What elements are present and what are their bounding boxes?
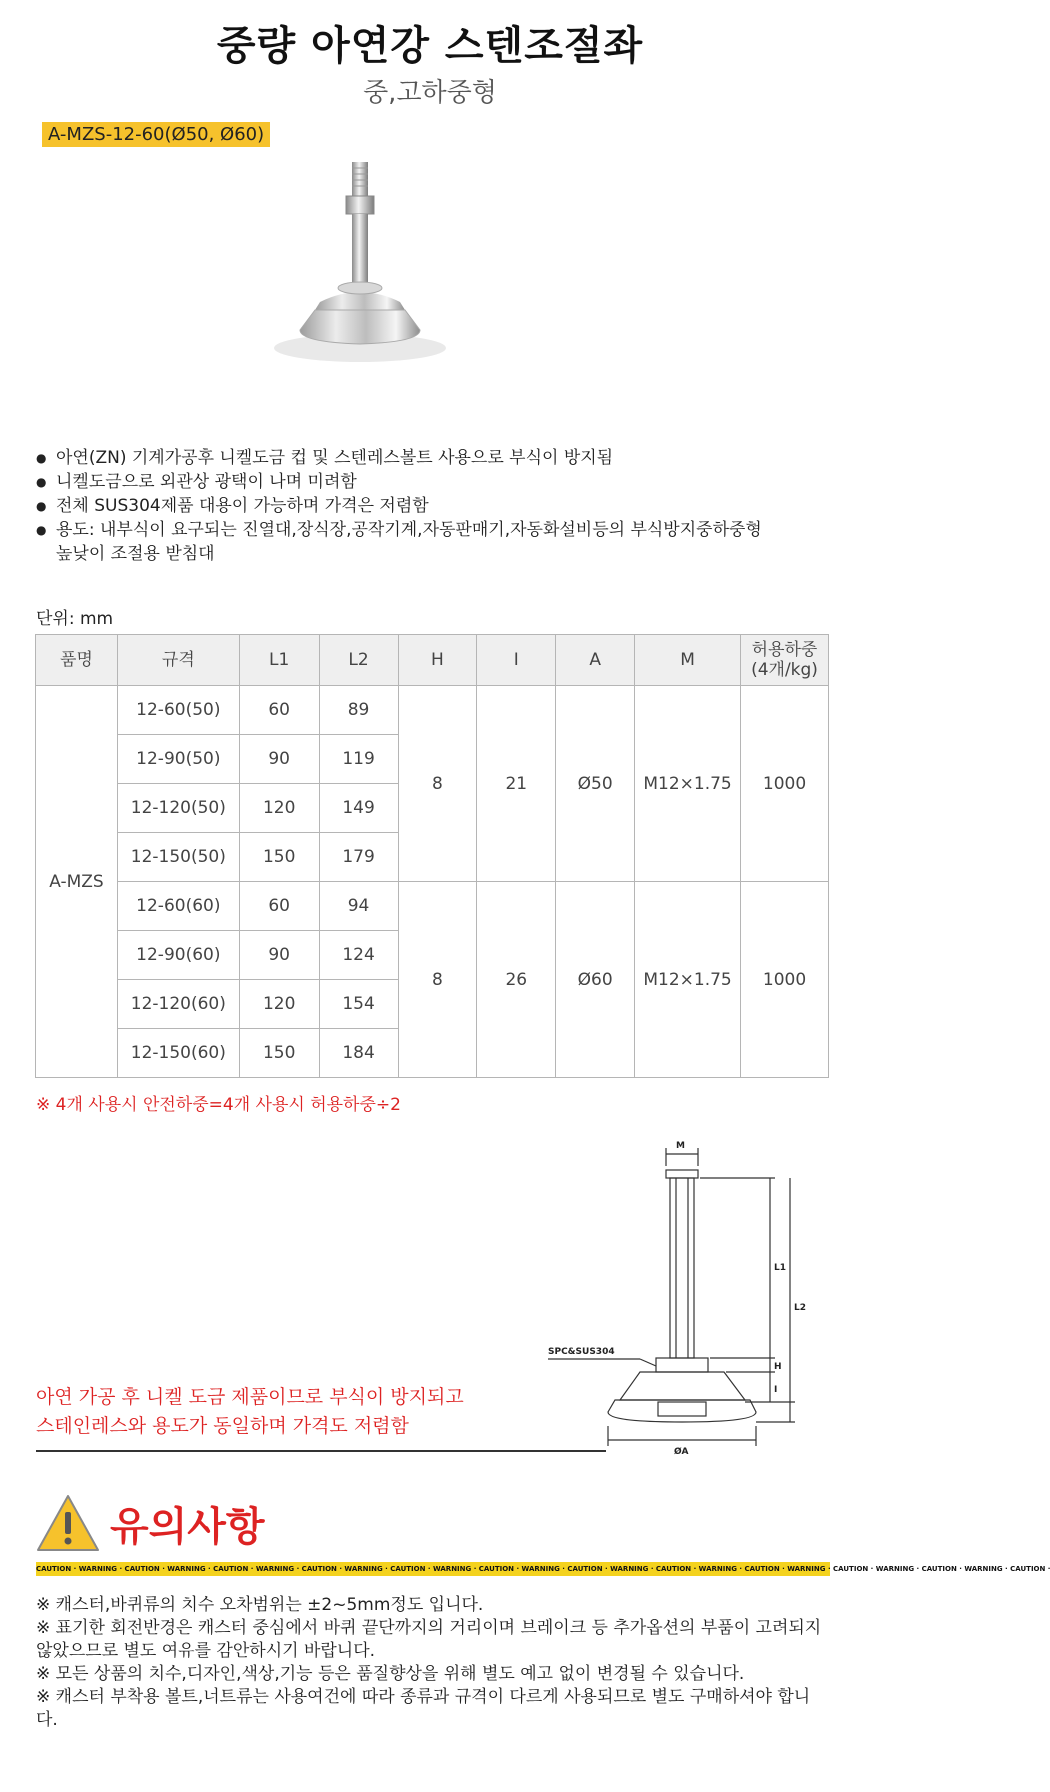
i-cell: 21 <box>477 686 556 882</box>
l1-cell: 90 <box>239 931 319 980</box>
description-line: 아연 가공 후 니켈 도금 제품이므로 부식이 방지되고 <box>36 1386 464 1408</box>
col-header: A <box>556 635 635 686</box>
description-line: 스테인레스와 용도가 동일하며 가격도 저렴함 <box>36 1415 409 1437</box>
load-cell: 1000 <box>741 686 829 882</box>
l1-cell: 90 <box>239 735 319 784</box>
l2-cell: 149 <box>319 784 398 833</box>
l1-cell: 150 <box>239 1029 319 1078</box>
feature-item: ● 니켈도금으로 외관상 광택이 나며 미려함 <box>36 470 836 494</box>
h-cell: 8 <box>398 882 477 1078</box>
col-header: H <box>398 635 477 686</box>
table-row <box>36 882 829 931</box>
l2-cell: 154 <box>319 980 398 1029</box>
spec-table <box>35 634 829 1078</box>
col-header: I <box>477 635 556 686</box>
l1-cell: 60 <box>239 686 319 735</box>
feature-list <box>36 446 836 566</box>
caution-note: ※ 모든 상품의 치수,디자인,색상,기능 등은 품질향상을 위해 별도 예고 없이 변경될 수 있습니다. <box>36 1664 745 1684</box>
label-l2: L2 <box>794 1303 806 1313</box>
spec-cell: 12-150(60) <box>117 1029 239 1078</box>
product-name-cell: A-MZS <box>36 686 118 1078</box>
l1-cell: 150 <box>239 833 319 882</box>
col-header: 품명 <box>36 635 118 686</box>
product-photo <box>150 150 710 425</box>
description <box>36 1383 464 1441</box>
l1-cell: 120 <box>239 980 319 1029</box>
table-header-row <box>36 635 829 686</box>
spec-cell: 12-90(60) <box>117 931 239 980</box>
page-title: 중량 아연강 스텐조절좌 <box>216 23 644 69</box>
unit-label: 단위: mm <box>36 609 114 629</box>
caution-note: ※ 캐스터 부착용 볼트,너트류는 사용여건에 따라 종류과 규격이 다르게 사용되므로 별도 구매하셔야 합니다. <box>36 1687 811 1730</box>
caution-note: ※ 표기한 회전반경은 캐스터 중심에서 바퀴 끝단까지의 거리이며 브레이크 등 추가옵션의 부품이 고려되지 않았으므로 별도 여유를 감안하시기 바랍니다. <box>36 1618 822 1661</box>
l1-cell: 120 <box>239 784 319 833</box>
spec-cell: 12-60(60) <box>117 882 239 931</box>
model-tag: A-MZS-12-60(Ø50, Ø60) <box>42 122 270 147</box>
h-cell: 8 <box>398 686 477 882</box>
a-cell: Ø50 <box>556 686 635 882</box>
spec-cell: 12-90(50) <box>117 735 239 784</box>
feature-item: ● 용도: 내부식이 요구되는 진열대,장식장,공작기계,자동판매기,자동화설비등의 부식방지중하중형 높낮이 조절용 받침대 <box>36 518 836 566</box>
l2-cell: 179 <box>319 833 398 882</box>
load-cell: 1000 <box>741 882 829 1078</box>
caution-notes <box>36 1594 826 1732</box>
description-underline <box>36 1450 606 1452</box>
i-cell: 26 <box>477 882 556 1078</box>
page-subtitle: 중,고하중형 <box>363 78 497 108</box>
feature-item: ● 아연(ZN) 기계가공후 니켈도금 컵 및 스텐레스볼트 사용으로 부식이 방지됨 <box>36 446 836 470</box>
label-l1: L1 <box>774 1263 786 1273</box>
dimension-diagram <box>520 1140 840 1480</box>
label-a: ØA <box>674 1447 689 1457</box>
spec-cell: 12-120(50) <box>117 784 239 833</box>
l1-cell: 60 <box>239 882 319 931</box>
l2-cell: 184 <box>319 1029 398 1078</box>
a-cell: Ø60 <box>556 882 635 1078</box>
spec-cell: 12-120(60) <box>117 980 239 1029</box>
caution-title: 유의사항 <box>110 1504 265 1550</box>
caution-strip: CAUTION · WARNING · CAUTION · WARNING · CAUTION · WARNING · CAUTION · WARNING · CAUTION · WARNING · CAUTION · WARNING · CAUTION · WARNING · CAUTION · WARNING · CAUTION · WARNING · CAUTION · WARNING · CAUTION · WARNING · CAUTION · <box>36 1562 830 1576</box>
caution-note: ※ 캐스터,바퀴류의 치수 오차범위는 ±2~5mm정도 입니다. <box>36 1595 484 1615</box>
label-h: H <box>774 1362 782 1372</box>
label-i: I <box>774 1385 778 1395</box>
l2-cell: 89 <box>319 686 398 735</box>
label-m: M <box>676 1141 685 1151</box>
col-header: L1 <box>239 635 319 686</box>
m-cell: M12×1.75 <box>635 882 741 1078</box>
spec-cell: 12-60(50) <box>117 686 239 735</box>
col-header: 규격 <box>117 635 239 686</box>
l2-cell: 124 <box>319 931 398 980</box>
table-note: ※ 4개 사용시 안전하중=4개 사용시 허용하중÷2 <box>36 1095 401 1115</box>
m-cell: M12×1.75 <box>635 686 741 882</box>
l2-cell: 119 <box>319 735 398 784</box>
l2-cell: 94 <box>319 882 398 931</box>
col-header: L2 <box>319 635 398 686</box>
spec-cell: 12-150(50) <box>117 833 239 882</box>
col-header: 허용하중 (4개/kg) <box>741 635 829 686</box>
col-header: M <box>635 635 741 686</box>
feature-item: ● 전체 SUS304제품 대용이 가능하며 가격은 저렴함 <box>36 494 836 518</box>
table-row <box>36 686 829 735</box>
label-material: SPC&SUS304 <box>548 1347 615 1357</box>
